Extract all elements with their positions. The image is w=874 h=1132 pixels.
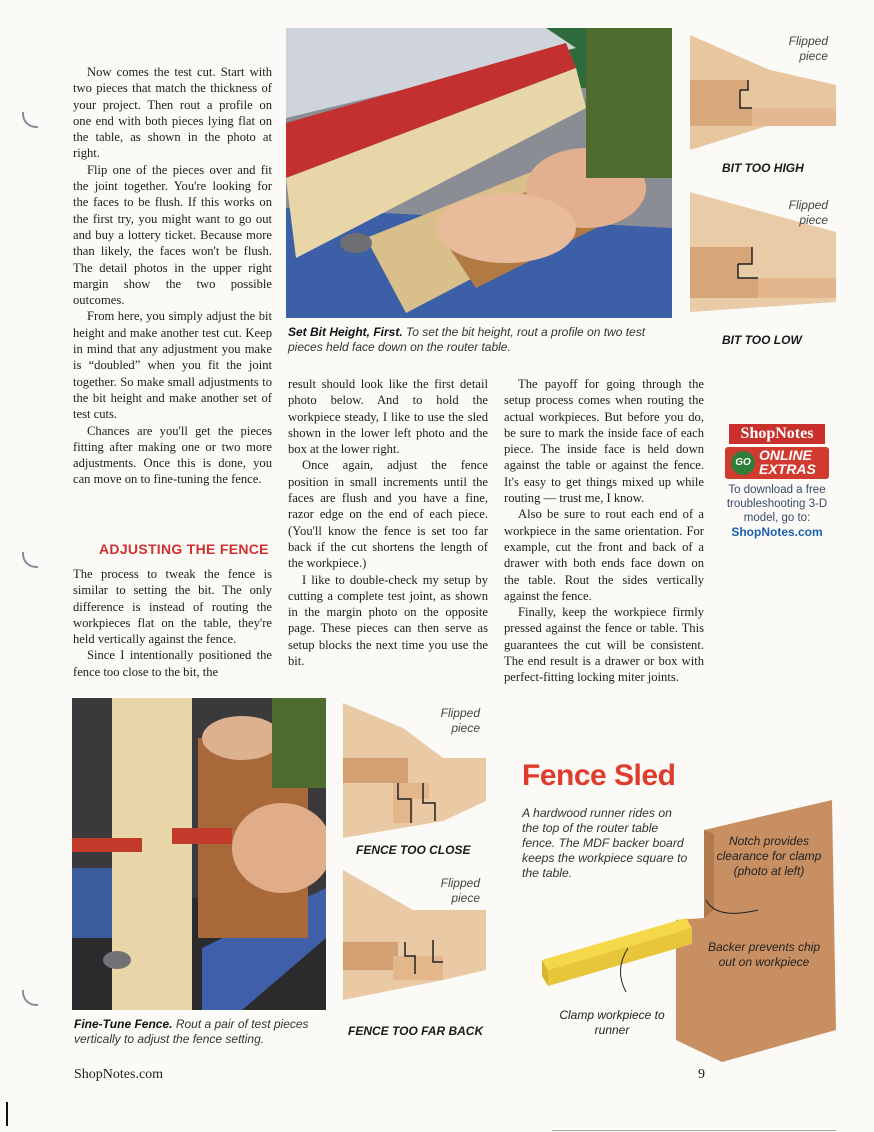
column-2-text [288,376,488,669]
bit-too-high-label: BIT TOO HIGH [722,161,804,175]
column-3-text [504,376,704,686]
page-number: 9 [698,1067,705,1082]
paragraph: Chances are you'll get the pieces fitting after making one or two more adjustments. Once this is done, you can move on to fine-tuning the fence. [73,423,272,487]
flipped-piece-label: Flipped piece [440,706,480,735]
extras-text: EXTRAS [759,461,816,477]
go-icon: GO [731,451,755,475]
paragraph: Flip one of the pieces over and fit the joint together. You're looking for the faces to be flush. If this works on the first try, you might want to go out and buy a lottery ticket. Because more than likely, the faces won't be flush. The detail photos in the upper right margin show the two possible outcomes. [73,162,272,308]
bit-too-low-label: BIT TOO LOW [722,333,802,347]
paragraph: From here, you simply adjust the bit height and make another test cut. Keep in mind that any adjustment you make is “doubled” when you fit the joint together. So make small adjustments to the bit height and make another set of test cuts. [73,309,272,422]
online-extras-badge [725,447,829,479]
backer-callout: Backer prevents chip out on workpiece [707,940,821,969]
paragraph: The process to tweak the fence is similar to setting the bit. The only difference is instead of routing the workpieces flat on the table, they're held vertically against the fence. [73,567,272,647]
paragraph: The payoff for going through the setup process comes when routing the actual workpieces. But before you do, be sure to mark the inside face of each piece. The inside face is held down against the table or against the fence. It's easy to get things mixed up while routing — trust me, I know. [504,377,704,506]
online-extras-ad[interactable] [722,424,832,550]
fence-too-far-back-label: FENCE TOO FAR BACK [348,1024,484,1038]
paragraph: Finally, keep the workpiece firmly pressed against the fence or table. This guarantees the cut will be consistent. The end result is a drawer or box with perfect-fitting locking miter joints. [504,605,704,685]
flipped-piece-label: Flipped piece [788,34,828,63]
caption-text: Rout a pair of test pieces vertically to adjust the fence setting. [74,1017,309,1046]
caption-text: To set the bit height, rout a profile on two test pieces held face down on the router table. [288,325,646,354]
binder-hole-mark [22,112,38,128]
fence-sled-photo [72,698,326,1010]
ad-text: To download a free troubleshooting 3-D model, go to: [726,484,828,524]
binder-hole-mark [22,990,38,1006]
paragraph: Once again, adjust the fence position in small increments until the faces are flush and you have a fine, razor edge on the end of each piece. (You'll know the fence is set too far back if the cut shortens the length of the workpiece.) [288,458,488,571]
clamp-callout: Clamp workpiece to runner [559,1008,665,1037]
notch-callout: Notch provides clearance for clamp (photo at left) [716,834,822,878]
fence-too-close-label: FENCE TOO CLOSE [356,843,471,857]
caption-title: Set Bit Height, First. [288,325,403,339]
page-edge-mark [6,1102,8,1126]
paragraph: I like to double-check my setup by cutting a complete test joint, as shown in the margin photo on the opposite page. These pieces can then serve as setup blocks the next time you use the bit. [288,572,488,669]
caption-title: Fine-Tune Fence. [74,1017,173,1031]
paragraph: result should look like the first detail photo below. And to hold the workpiece steady, I like to use the sled shown in the lower left photo and the box at the lower right. [288,377,488,457]
footer-rule [552,1130,836,1131]
router-table-photo [286,28,672,318]
paragraph: Also be sure to rout each end of a workpiece in the same orientation. For example, cut the front and back of a drawer with both ends face down on the table. Rout the sides vertically against the fence. [504,507,704,603]
paragraph: Since I intentionally positioned the fence too close to the bit, the [73,648,272,679]
column-1-text-continued [73,566,272,680]
ad-link[interactable]: ShopNotes.com [731,525,823,539]
top-photo-caption [288,325,680,355]
online-text: ONLINE [759,447,812,463]
paragraph: Now comes the test cut. Start with two pieces that match the thickness of your project. Then rout a profile on one end with both pieces lying flat on the table, as shown in the photo at right. [73,65,272,161]
section-heading: ADJUSTING THE FENCE [99,541,269,557]
fence-sled-description: A hardwood runner rides on the top of the router table fence. The MDF backer board keeps the workpiece square to the table. [522,806,688,880]
fence-sled-title: Fence Sled [522,759,676,792]
shopnotes-logo: ShopNotes [729,424,825,444]
flipped-piece-label: Flipped piece [440,876,480,905]
column-1-text [73,64,272,488]
bottom-photo-caption [74,1017,332,1047]
binder-hole-mark [22,552,38,568]
flipped-piece-label: Flipped piece [788,198,828,227]
footer-site: ShopNotes.com [74,1067,164,1082]
